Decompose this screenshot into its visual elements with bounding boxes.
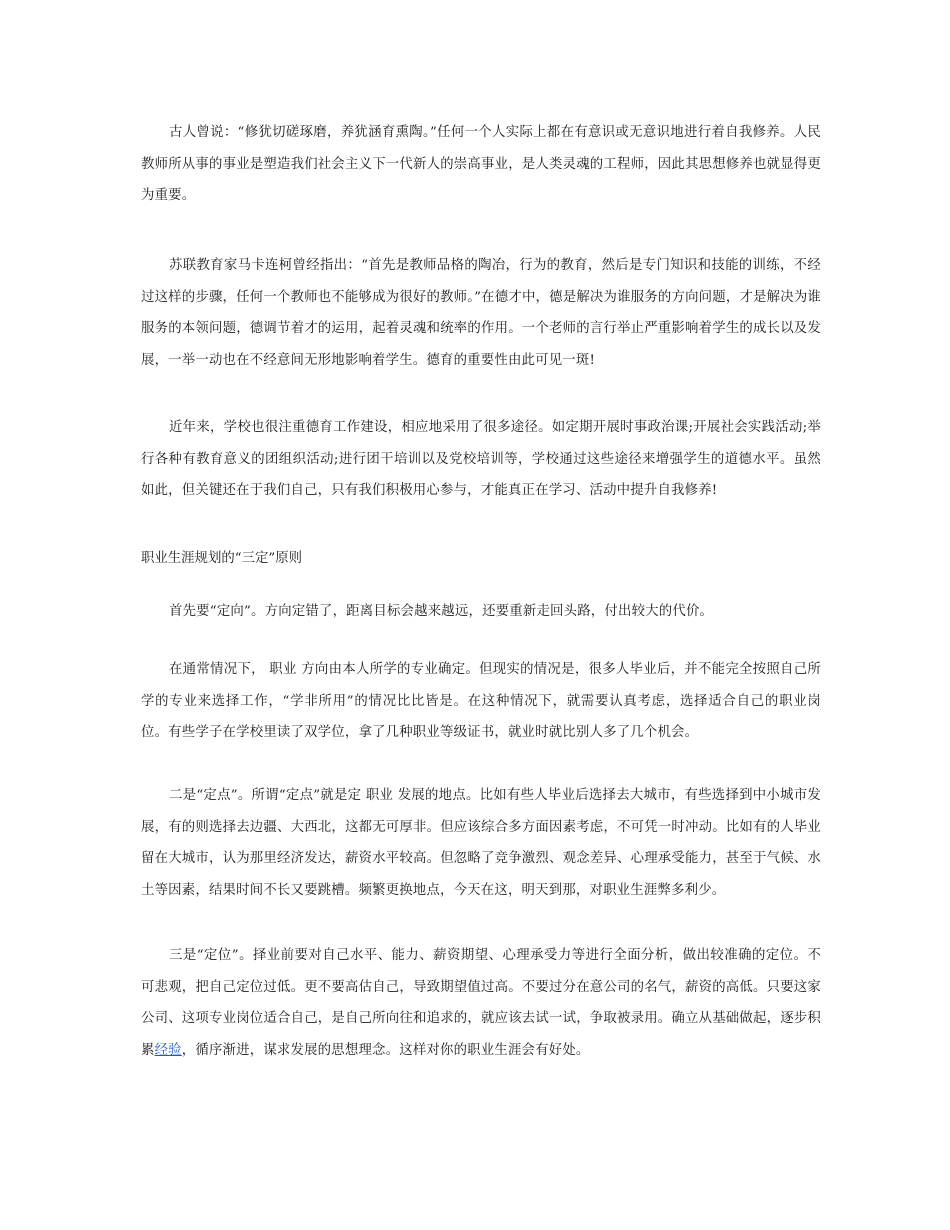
paragraph-self-cultivation: 古人曾说：“修犹切磋琢磨，养犹涵育熏陶。”任何一个人实际上都在有意识或无意识地进行着自我修养。人民教师所从事的事业是塑造我们社会主义下一代新人的崇高事业，是人类灵魂的工程师，因此其思想修养也就显得更为重要。 [141, 125, 821, 203]
position-text-start: 三是“定位”。择业前要对自己水平、能力、薪资期望、心理承受力等进行全面分析，做出较准确的定位。不可悲观，把自己定位过低。更不要高估自己，导致期望值过高。不要过分在意公司的名气，薪资的高低。只要这家公司、这项专业岗位适合自己，是自己所向往和追求的，就应该去试一试，争取被录用。确立从基础做起，逐步积累 [141, 948, 821, 1058]
paragraph-school-moral-education: 近年来，学校也很注重德育工作建设，相应地采用了很多途径。如定期开展时事政治课;开展社会实践活动;举行各种有教育意义的团组织活动;进行团干培训以及党校培训等，学校通过这些途径来增强学生的道德水平。虽然如此，但关键还在于我们自己，只有我们积极用心参与，才能真正在学习、活动中提升自我修养! [141, 420, 821, 498]
paragraph-profession-major: 在通常情况下， 职业 方向由本人所学的专业确定。但现实的情况是，很多人毕业后，并不能完全按照自己所学的专业来选择工作，“学非所用”的情况比比皆是。在这种情况下，就需要认真考虑，选择适合自己的职业岗位。有些学子在学校里读了双学位，拿了几种职业等级证书，就业时就比别人多了几个机会。 [141, 662, 821, 740]
experience-link[interactable]: 经验 [154, 1042, 182, 1058]
paragraph-location: 二是“定点”。所谓“定点”就是定 职业 发展的地点。比如有些人毕业后选择去大城市，有些选择到中小城市发展，有的则选择去边疆、大西北，这都无可厚非。但应该综合多方面因素考虑，不可凭一时冲动。比如有的人毕业留在大城市，认为那里经济发达，薪资水平较高。但忽略了竞争激烈、观念差异、心理承受能力，甚至于气候、水土等因素，结果时间不长又要跳槽。频繁更换地点，今天在这，明天到那，对职业生涯弊多利少。 [141, 788, 821, 898]
paragraph-position [141, 940, 821, 1066]
paragraph-makarenko-quote: 苏联教育家马卡连柯曾经指出：“首先是教师品格的陶冶，行为的教育，然后是专门知识和技能的训练，不经过这样的步骤，任何一个教师也不能够成为很好的教师。”在德才中，德是解决为谁服务的方向问题，才是解决为谁服务的本领问题，德调节着才的运用，起着灵魂和统率的作用。一个老师的言行举止严重影响着学生的成长以及发展，一举一动也在不经意间无形地影响着学生。德育的重要性由此可见一斑! [141, 258, 821, 368]
section-heading: 职业生涯规划的“三定”原则 [141, 551, 302, 566]
position-text-end: ，循序渐进，谋求发展的思想理念。这样对你的职业生涯会有好处。 [181, 1042, 590, 1058]
paragraph-direction: 首先要“定向”。方向定错了，距离目标会越来越远，还要重新走回头路，付出较大的代价。 [169, 604, 714, 619]
